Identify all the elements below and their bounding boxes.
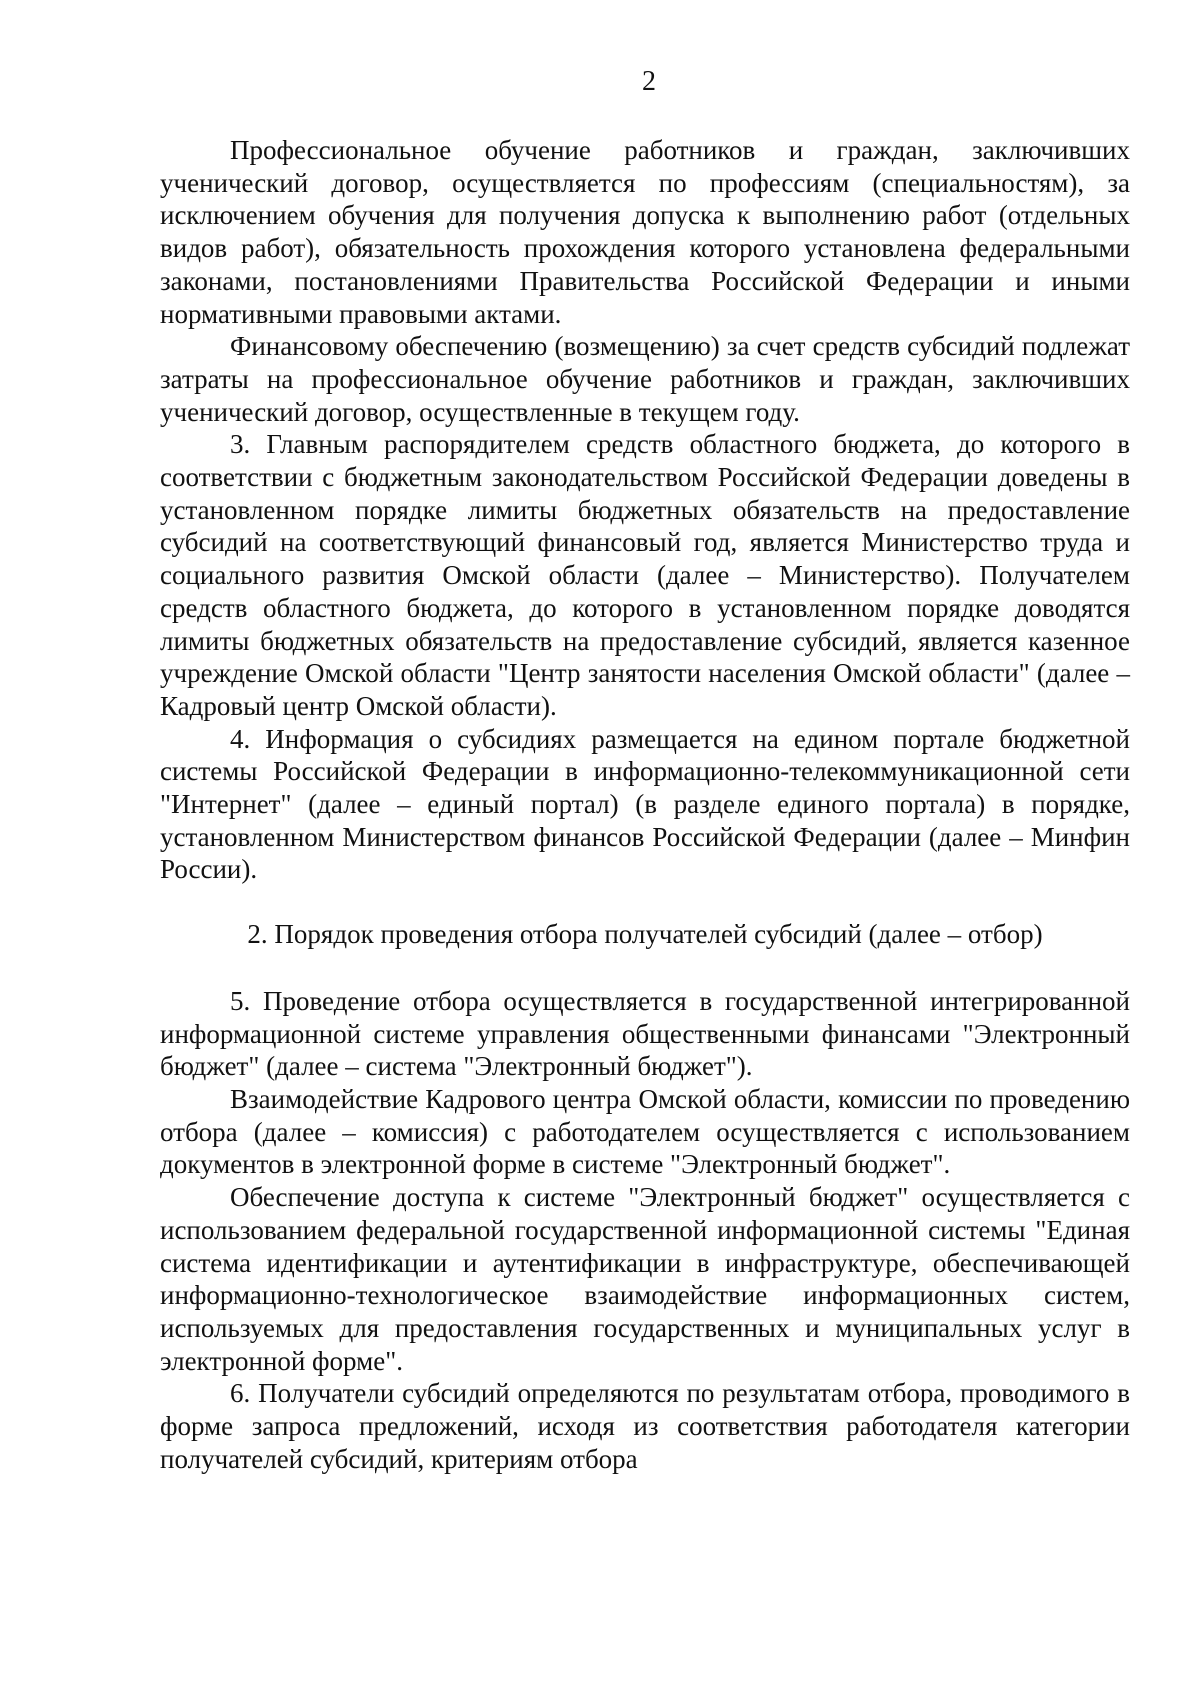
- paragraph-financial-support: Финансовому обеспечению (возмещению) за счет средств субсидий подлежат затраты на профессиональное обучение работников и граждан, заключивших ученический договор, осуществленные в текущем году.: [160, 331, 1130, 427]
- paragraph-access-provision: Обеспечение доступа к системе "Электронный бюджет" осуществляется с использованием федеральной государственной информационной системы "Единая система идентификации и аутентификации в инфраструктуре, обеспечивающей информационно-технологическое взаимодействие информационных систем, используемых для предоставления государственных и муниципальных услуг в электронной форме".: [160, 1182, 1130, 1376]
- page-number: 2: [642, 66, 656, 97]
- paragraph-item-3-chief-administrator: 3. Главным распорядителем средств областного бюджета, до которого в соответствии с бюджетным законодательством Российской Федерации доведены в установленном порядке лимиты бюджетных обязательств на предоставление субсидий на соответствующий финансовый год, является Министерство труда и социального развития Омской области (далее – Министерство). Получателем средств областного бюджета, до которого в установленном порядке доводятся лимиты бюджетных обязательств на предоставление субсидий, является казенное учреждение Омской области "Центр занятости населения Омской области" (далее – Кадровый центр Омской области).: [160, 429, 1130, 721]
- paragraph-item-5-selection-system: 5. Проведение отбора осуществляется в государственной интегрированной информационной системе управления общественными финансами "Электронный бюджет" (далее – система "Электронный бюджет").: [160, 985, 1130, 1082]
- document-body: [160, 134, 1130, 1475]
- paragraph-item-6-recipients: 6. Получатели субсидий определяются по результатам отбора, проводимого в форме запроса предложений, исходя из соответствия работодателя категории получателей субсидий, критериям отбора: [160, 1378, 1130, 1474]
- paragraph-item-4-information-portal: 4. Информация о субсидиях размещается на едином портале бюджетной системы Российской Федерации в информационно-телекоммуникационной сети "Интернет" (далее – единый портал) (в разделе единого портала) в порядке, установленном Министерством финансов Российской Федерации (далее – Минфин России).: [160, 723, 1130, 885]
- section-heading: 2. Порядок проведения отбора получателей субсидий (далее – отбор): [247, 919, 1043, 950]
- paragraph-professional-training: Профессиональное обучение работников и граждан, заключивших ученический договор, осуществляется по профессиям (специальностям), за исключением обучения для получения допуска к выполнению работ (отдельных видов работ), обязательность прохождения которого установлена федеральными законами, постановлениями Правительства Российской Федерации и иными нормативными правовыми актами.: [160, 135, 1130, 329]
- paragraph-interaction: Взаимодействие Кадрового центра Омской области, комиссии по проведению отбора (далее – комиссия) с работодателем осуществляется с использованием документов в электронной форме в системе "Электронный бюджет".: [160, 1083, 1130, 1180]
